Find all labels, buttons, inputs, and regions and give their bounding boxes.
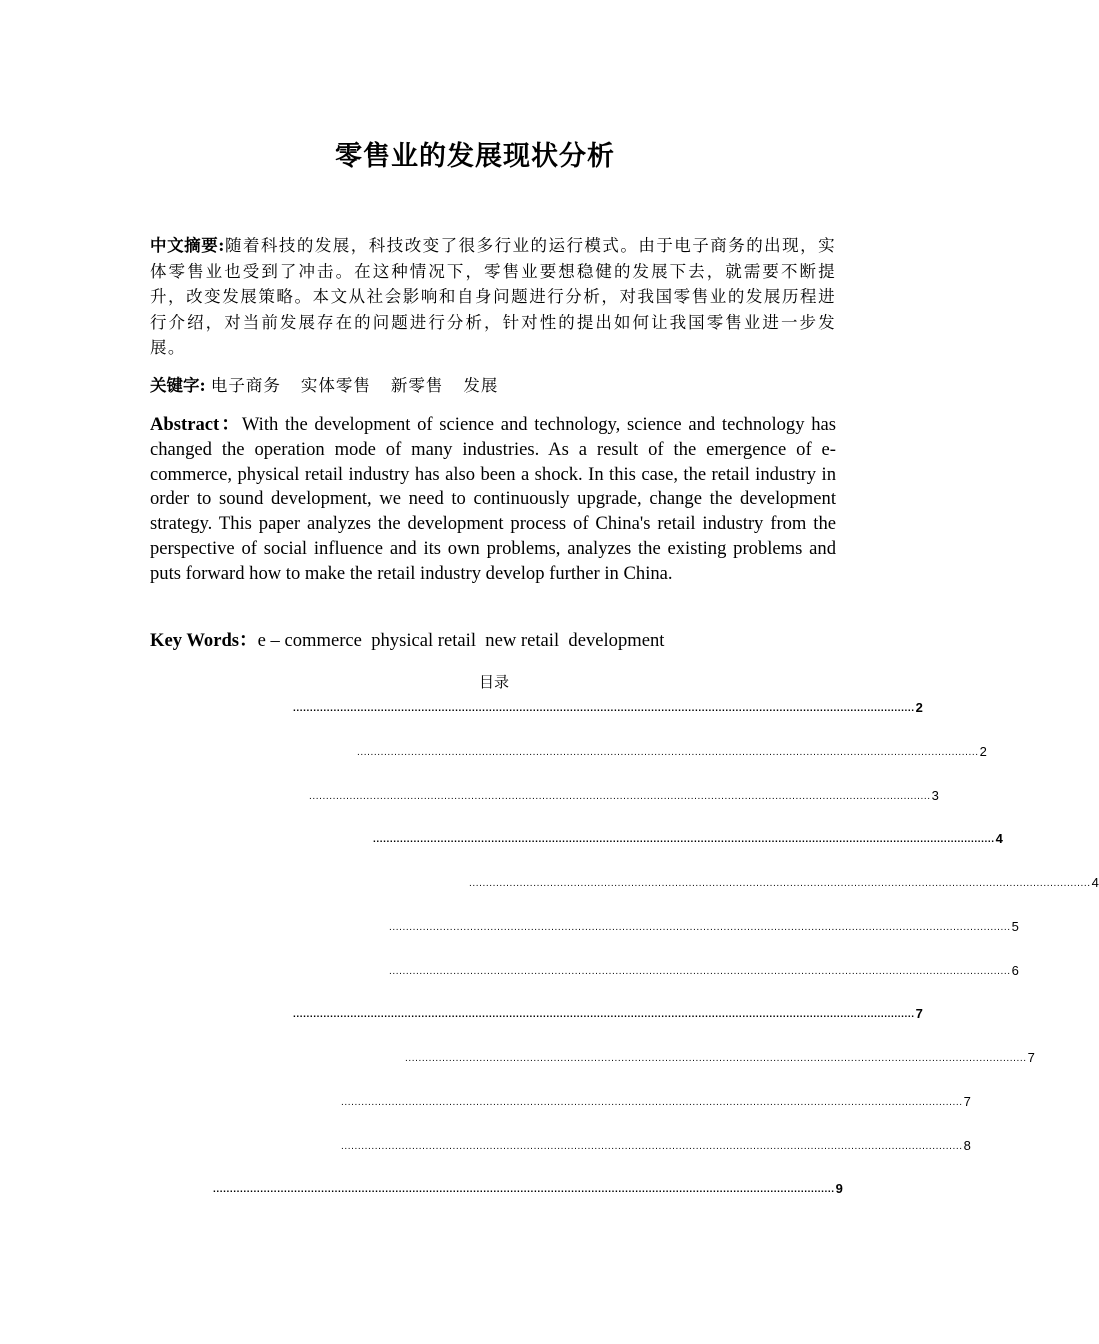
chinese-keywords-label: 关键字:: [150, 376, 206, 395]
toc-leader-dots: ........................................................................................................................................................................................: [405, 1053, 1027, 1064]
toc-page-number: 7: [915, 1006, 923, 1021]
toc-page-number: 7: [963, 1094, 971, 1109]
chinese-keywords: [150, 373, 836, 398]
toc-page-number: 3: [931, 788, 939, 803]
toc-leader-dots: ........................................................................................................................................................................................: [309, 791, 931, 802]
toc-leader-dots: ........................................................................................................................................................................................: [389, 922, 1011, 933]
chinese-abstract-label: 中文摘要:: [150, 236, 225, 255]
toc-leader-dots: ........................................................................................................................................................................................: [341, 1141, 963, 1152]
toc-entry[interactable]: [389, 962, 1019, 978]
toc-leader-dots: ........................................................................................................................................................................................: [357, 747, 979, 758]
keyword: 电子商务: [210, 376, 281, 395]
toc-entry[interactable]: [469, 874, 1099, 890]
toc-entry[interactable]: [213, 1180, 843, 1196]
toc-leader-dots: ........................................................................................................................................................................................: [341, 1097, 963, 1108]
toc-entry[interactable]: [389, 918, 1019, 934]
toc-entry[interactable]: [341, 1137, 971, 1153]
toc-entry[interactable]: [405, 1049, 1035, 1065]
toc-page-number: 2: [979, 744, 987, 759]
english-keywords-text: e – commerce physical retail new retail development: [257, 630, 665, 651]
document-title: 零售业的发展现状分析: [335, 141, 615, 172]
toc-page-number: 4: [995, 831, 1003, 846]
english-abstract-text: With the development of science and technology, science and technology has changed the operation mode of many industries. As a result of the emergence of e-commerce, physical retail industry has also been a shock. In this case, the retail industry in order to sound development, we need to continuously upgrade, change the development strategy. This paper analyzes the development process of China's retail industry from the perspective of social influence and its own problems, analyzes the existing problems and puts forward how to make the retail industry develop further in China.: [150, 414, 836, 584]
chinese-abstract-text: 随着科技的发展，科技改变了很多行业的运行模式。由于电子商务的出现，实体零售业也受到了冲击。在这种情况下，零售业要想稳健的发展下去，就需要不断提升，改变发展策略。本文从社会影响和自身问题进行分析，对我国零售业的发展历程进行介绍，对当前发展存在的问题进行分析，针对性的提出如何让我国零售业进一步发展。: [150, 236, 836, 357]
toc-leader-dots: ........................................................................................................................................................................................: [213, 1184, 835, 1195]
keyword: 实体零售: [300, 376, 371, 395]
toc-entry[interactable]: [373, 830, 1003, 846]
toc-page-number: 8: [963, 1138, 971, 1153]
toc-title: 目录: [478, 673, 509, 691]
toc-page-number: 4: [1091, 875, 1099, 890]
chinese-abstract: [150, 233, 836, 361]
english-abstract-label: Abstract：: [150, 414, 242, 435]
toc-page-number: 7: [1027, 1050, 1035, 1065]
toc-page-number: 2: [915, 700, 923, 715]
english-keywords-label: Key Words：: [150, 630, 258, 651]
toc-entry[interactable]: [293, 1005, 923, 1021]
toc-leader-dots: ........................................................................................................................................................................................: [373, 834, 995, 845]
toc-entry[interactable]: [293, 699, 923, 715]
toc-entry[interactable]: [341, 1093, 971, 1109]
toc-page-number: 9: [835, 1181, 843, 1196]
keyword: 发展: [463, 376, 499, 395]
toc-page-number: 6: [1011, 963, 1019, 978]
toc-entry[interactable]: [309, 787, 939, 803]
english-keywords: [150, 628, 836, 653]
toc-leader-dots: ........................................................................................................................................................................................: [293, 1009, 915, 1020]
toc-leader-dots: ........................................................................................................................................................................................: [469, 878, 1091, 889]
toc-leader-dots: ........................................................................................................................................................................................: [389, 966, 1011, 977]
toc-leader-dots: ........................................................................................................................................................................................: [293, 703, 915, 714]
keyword: 新零售: [390, 376, 444, 395]
english-abstract: [150, 413, 836, 587]
toc-entry[interactable]: [357, 743, 987, 759]
toc-page-number: 5: [1011, 919, 1019, 934]
